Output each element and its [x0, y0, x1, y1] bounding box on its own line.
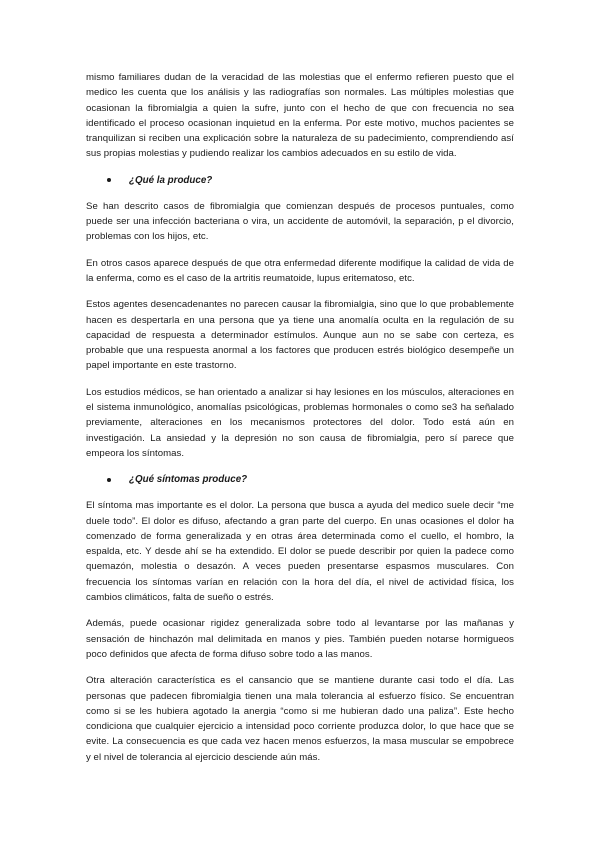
causes-paragraph: Estos agentes desencadenantes no parecen causar la fibromialgia, sino que lo que probablemente hacen es despertarla en una persona que ya tiene una anomalía oculta en la regulación de su capacidad de respuesta a determinador estímulos. Aunque aun no se sabe con certeza, es probable que una respuesta anormal a los factores que producen estrés biológico desempeñe un papel importante en este trastorno.: [86, 299, 514, 372]
section-heading-text: ¿Qué la produce?: [129, 174, 213, 186]
section-heading-causes: [86, 173, 514, 188]
causes-paragraph: Se han descrito casos de fibromialgia que comienzan después de procesos puntuales, como puede ser una infección bacteriana o vira, un accidente de automóvil, la separación, p el divorcio, problemas con los hijos, etc.: [86, 200, 514, 243]
causes-paragraph: Los estudios médicos, se han orientado a analizar si hay lesiones en los músculos, alteraciones en el sistema inmunológico, anomalías psicológicas, problemas hormonales o como se3 ha señalado previamente, alteraciones en los mecanismos protectores del dolor. Todo está aún en investigación. La ansiedad y la depresión no son causa de fibromialgia, pero sí parece que empeora los síntomas.: [86, 386, 514, 459]
section-heading-text: ¿Qué síntomas produce?: [129, 474, 248, 486]
symptoms-paragraph: Otra alteración característica es el cansancio que se mantiene durante casi todo el día. Las personas que padecen fibromialgia tienen una mala tolerancia al esfuerzo físico. Se encuentran como si se les hubiera agotado la anergia “como si me hubieran dado una paliza”. Este hecho condiciona que cualquier ejercicio a intensidad poco corriente produzca dolor, lo que hace que se evite. La consecuencia es que cada vez hacen menos esfuerzos, la masa muscular se empobrece y el nivel de tolerancia al ejercicio desciende aún más.: [86, 675, 514, 763]
section-heading-symptoms: [86, 472, 514, 487]
bullet-icon: [107, 478, 111, 482]
symptoms-paragraph: Además, puede ocasionar rigidez generalizada sobre todo al levantarse por las mañanas y sensación de hinchazón mal delimitada en manos y pies. También pueden notarse hormigueos poco definidos que afecta de forma difuso sobre todo a las manos.: [86, 618, 514, 660]
causes-paragraph: En otros casos aparece después de que otra enfermedad diferente modifique la calidad de vida de la enferma, como es el caso de la artritis reumatoide, lupus eritematoso, etc.: [86, 257, 514, 284]
bullet-icon: [107, 178, 111, 182]
document-body: [86, 70, 514, 776]
intro-paragraph: mismo familiares dudan de la veracidad de las molestias que el enfermo refieren puesto que el medico les cuenta que los análisis y las radiografías son normales. Las múltiples molestias que ocasionan la fibromialgia a quien la sufre, junto con el hecho de que con frecuencia no sea identificado el proceso ocasionan inquietud en la enferma. Por este motivo, muchos pacientes se tranquilizan si reciben una explicación sobre la naturaleza de su padecimiento, comprendiendo así sus propias molestias y pudiendo realizar los cambios adecuados en su estilo de vida.: [86, 72, 514, 160]
symptoms-paragraph: El síntoma mas importante es el dolor. La persona que busca a ayuda del medico suele decir “me duele todo”. El dolor es difuso, afectando a gran parte del cuerpo. En unas ocasiones el dolor ha comenzado de forma generalizada y en otras área determinada como el cuello, el hombro, la espalda, etc. Y desde ahí se ha extendido. El dolor se puede describir por quien la padece como quemazón, molestia o desazón. A veces pueden presentarse espasmos musculares. Con frecuencia los síntomas varían en relación con la hora del día, el nivel de actividad física, los cambios climáticos, falta de sueño o estrés.: [86, 500, 514, 604]
